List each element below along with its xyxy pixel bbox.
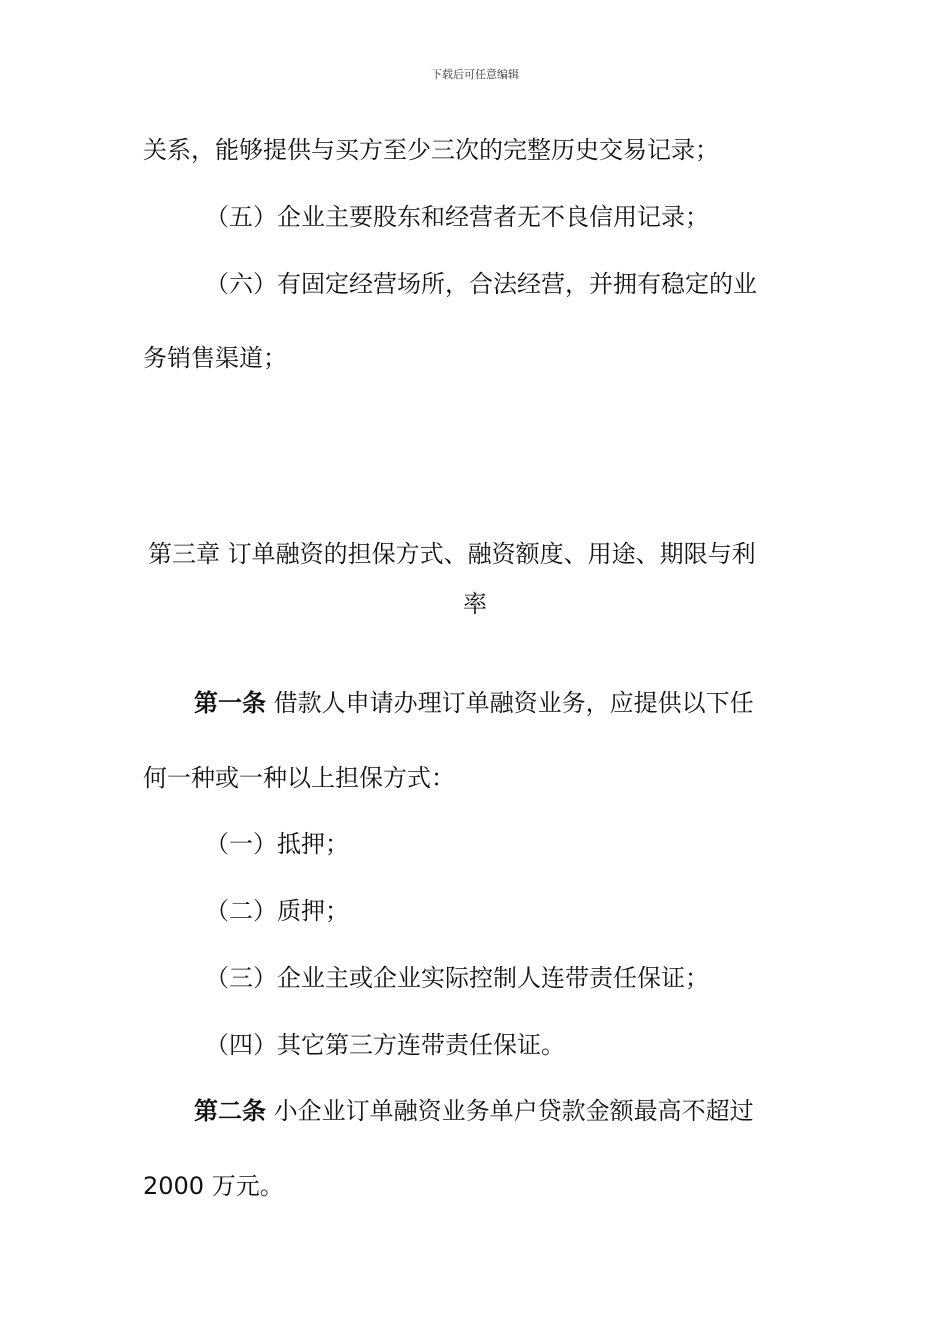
article-1-item-1: （一）抵押； (205, 830, 349, 858)
article-1-item-4: （四）其它第三方连带责任保证。 (205, 1031, 565, 1059)
article-1-label: 第一条 (194, 689, 266, 717)
paragraph-continuation: 关系，能够提供与买方至少三次的完整历史交易记录； (143, 136, 719, 164)
article-2-text: 小企业订单融资业务单户贷款金额最高不超过 (266, 1097, 754, 1125)
list-item-6-line-1: （六）有固定经营场所，合法经营，并拥有稳定的业 (205, 270, 757, 298)
page-header: 下载后可任意编辑 (431, 68, 519, 81)
article-2-line-2: 2000 万元。 (143, 1172, 284, 1200)
article-2-label: 第二条 (194, 1097, 266, 1125)
list-item-6-line-2: 务销售渠道； (143, 344, 287, 372)
article-1-text: 借款人申请办理订单融资业务，应提供以下任 (266, 689, 754, 717)
article-1-line-1 (194, 687, 754, 719)
article-1-item-3: （三）企业主或企业实际控制人连带责任保证； (205, 964, 709, 992)
chapter-title-line-1: 第三章 订单融资的担保方式、融资额度、用途、期限与利 (148, 540, 756, 568)
article-1-item-2: （二）质押； (205, 897, 349, 925)
article-1-line-2: 何一种或一种以上担保方式： (143, 764, 455, 792)
list-item-5: （五）企业主要股东和经营者无不良信用记录； (205, 203, 709, 231)
article-2-line-1 (194, 1095, 754, 1127)
chapter-title-line-2: 率 (463, 590, 487, 618)
